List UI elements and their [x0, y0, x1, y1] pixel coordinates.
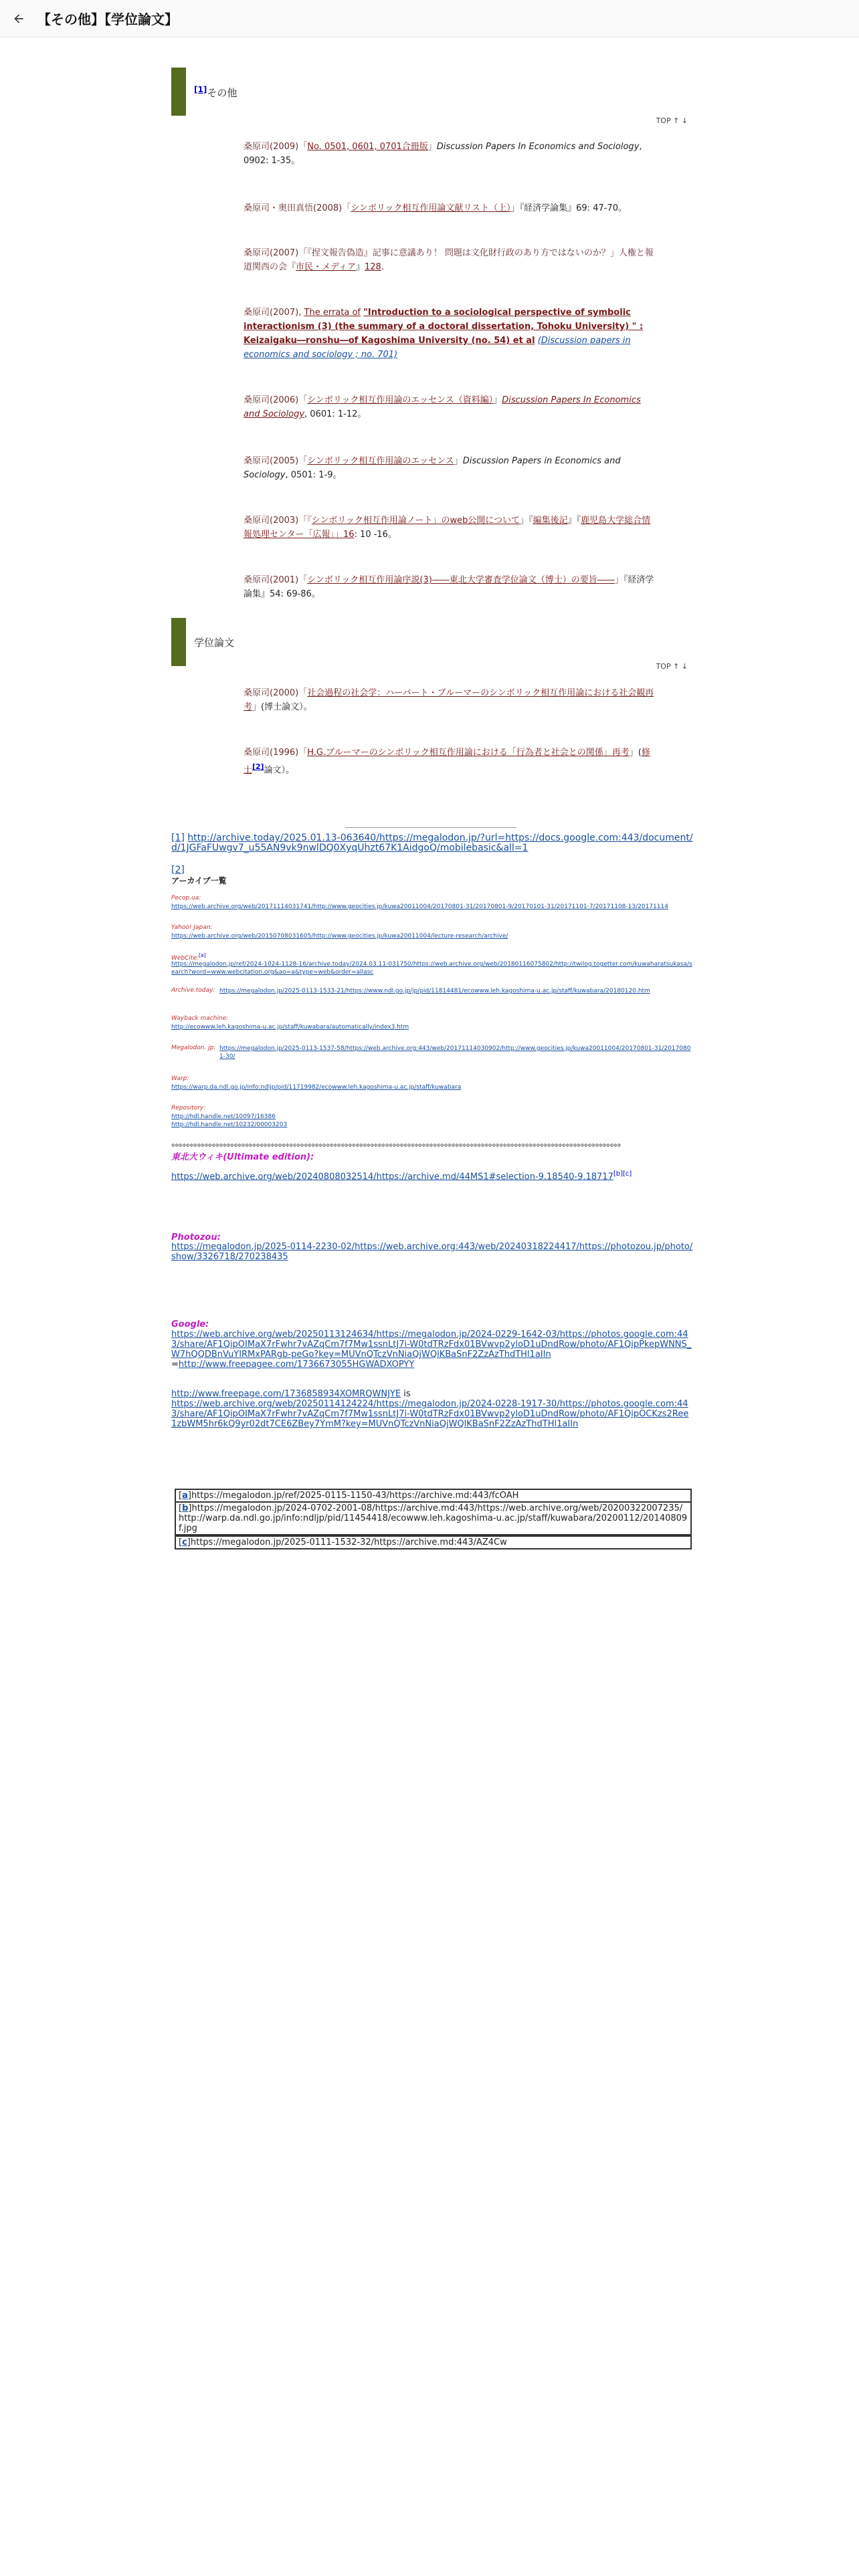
list-item: 桑原司(2006)「シンボリック相互作用論のエッセンス（資料編）」Discussion Papers In Economics and Sociology, 0601: 1-12。	[244, 395, 641, 419]
list-item: 桑原司(2005)「シンボリック相互作用論のエッセンス」Discussion Papers in Economics and Sociology, 0501: 1-9。	[244, 456, 621, 480]
archive-url: https://megalodon.jp/2025-0113-1533-21/https://www.ndl.go.jp/jp/pid/11814481/ecowww.leh.kagoshima-u.ac.jp/staff/kuwabara/20180120.htm	[219, 988, 650, 994]
archive-label: Repository:	[171, 1105, 206, 1111]
archive-url: https://web.archive.org/web/20150708031605/http://www.geocities.jp/kuwa20011004/lecture-research/archive/	[171, 933, 508, 940]
entry-link[interactable]: シンボリック相互作用論ノート」のweb公開について	[311, 516, 520, 526]
archive-label: Ресор.ua:	[171, 895, 201, 901]
archive-url: http://hdl.handle.net/10097/16386	[171, 1113, 276, 1120]
footnote-2	[171, 865, 693, 875]
list-item: 桑原司(2007)「『捏文報告偽造』記事に意議あり！ 問題は文化財行政のあり方ではないのか？」人権と報道関西の会『市民・メディア』128.	[244, 248, 654, 272]
entry-link-journal[interactable]: Discussion Papers In Economics and Sociology	[244, 395, 641, 419]
entry-link[interactable]: シンボリック相互作用論のエッセンス	[307, 456, 454, 466]
entry-link[interactable]: シンボリック相互作用論文献リスト（上）	[351, 203, 511, 213]
app-bar	[0, 0, 859, 37]
list-item: 桑原司(2007), The errata of "Introduction to a sociological perspective of symbolic interactionism (3) (the summary of a doctoral dissertation, Tohoku University) " : Keizaigaku―ronshu―of Kagoshima University (no. 54) et al (Discussion papers in economics and sociology ; no. 701)	[244, 308, 644, 360]
list-item: 桑原司・奥田真悟(2008)「シンボリック相互作用論文献リスト（上）」『経済学論集』69: 47-70。	[244, 203, 627, 213]
list-item: 桑原司(2003)「『シンボリック相互作用論ノート」のweb公開について」『編集後記』『鹿児島大学総合情報処理センター「広報」」16: 10 -16。	[244, 516, 651, 540]
entry-link-bold[interactable]: "Introduction to a sociological perspective of symbolic interactionism (3) (the summary of a doctoral dissertation, Tohoku University) " : Keizaigaku―ronshu―of Kagoshima University (no. 54) et al	[244, 308, 644, 346]
archive-url: https://megalodon.jp/2025-0113-1537-58/https://web.archive.org:443/web/20171114030902/http://www.geocities.jp/kuwa20011004/20170801-31/20170801-30/	[219, 1045, 691, 1060]
archive-url: https://warp.da.ndl.go.jp/info:ndljp/pid/11719982/ecowww.leh.kagoshima-u.ac.jp/staff/kuwabara	[171, 1084, 462, 1091]
reference-mark[interactable]: b	[182, 1503, 189, 1513]
section-bar	[171, 618, 186, 666]
section-bar	[171, 68, 186, 116]
list-item: 桑原司(1996)「H.G.ブルーマーのシンボリック相互作用論における「行為者と社会との関係」再考」(修士[2]論文）。	[244, 748, 650, 776]
archive-url: https://megalodon.jp/ref/2024-1024-1128-16/archive.today/2024.03.11-031750/https://web.archive.org/web/20180116075802/http://twilog.togetter.com/kuwaharatsukasa/search?word=www.webcitation.org&ao=a&type=web&order=allasc	[171, 961, 692, 976]
section-title: 学位論文	[194, 636, 235, 649]
divider	[345, 827, 516, 828]
google-label: Google:	[171, 1319, 209, 1329]
archive-label: Warp:	[171, 1075, 189, 1082]
arrow-left-icon	[12, 12, 25, 25]
reference-mark[interactable]: a	[182, 1491, 188, 1501]
archive-label: WebCite:[a]	[171, 952, 206, 962]
reference-box: [a]https://megalodon.jp/ref/2025-0115-1150-43/https://archive.md:443/fcOAH	[175, 1489, 692, 1503]
archive-url: https://web.archive.org/web/20171114031741/http://www.geocities.jp/kuwa20011004/20170801-31/20170801-9/20170101-31/20171101-7/20171108-13/20171114	[171, 903, 668, 910]
entry-link-3[interactable]: 鹿児島大学総合情報処理センター「広報」」16	[244, 516, 651, 540]
archive-heading: アーカイブ一覧	[171, 876, 227, 885]
wiki-label: 東北大ウィキ(Ultimate edition):	[171, 1152, 314, 1162]
entry-link[interactable]: 市民・メディア	[296, 262, 356, 272]
archive-label: Yahoo! Japan:	[171, 924, 213, 931]
entry-link[interactable]: シンボリック相互作用論序説(3)――東北大学審査学位論文（博士）の要旨――	[307, 575, 615, 585]
google-url-block-1: https://web.archive.org/web/20250113124634/https://megalodon.jp/2024-0229-1642-03/https://photos.google.com:443/share/AF1QipOIMaX7rFwhr7vAZqCm7f7Mw1ssnLtJ7i-W0tdTRzFdx01BVwvp2yloD1uDndRow/photo/AF1QipPkepWNNS_W7hQQDBnVuYIRMxPARgb-peGo?key=MUVnQTczVnNiaQjWQlKBaSnF2ZzAzThdTHl1aIIn =http://www.freepagee.com/1736673055HGWADXOPYY	[171, 1329, 692, 1370]
entry-link[interactable]: シンボリック相互作用論のエッセンス（資料編）	[307, 395, 494, 405]
archive-label: Megalodon. jp:	[171, 1045, 216, 1051]
wiki-url: https://web.archive.org/web/20240808032514/https://archive.md/44MS1#selection-9.18540-9.18717[b][c]	[171, 1170, 632, 1182]
archive-url: http://ecowww.leh.kagoshima-u.ac.jp/staff/kuwabara/automatically/index3.htm	[171, 1024, 409, 1031]
list-item: 桑原司(2000)「社会過程の社会学：ハーバート・ブルーマーのシンボリック相互作用論における社会観再考」(博士論文）。	[244, 688, 654, 712]
archive-url: http://hdl.handle.net/10232/00003203	[171, 1121, 288, 1128]
footnote-ref-1[interactable]: [1]	[194, 84, 207, 94]
entry-link-issue[interactable]: 128	[365, 262, 381, 272]
entry-link[interactable]: H.G.ブルーマーのシンボリック相互作用論における「行為者と社会との関係」再考	[307, 748, 630, 758]
reference-mark[interactable]: c	[182, 1537, 187, 1547]
footnote-1	[171, 833, 693, 853]
reference-box: [b]https://megalodon.jp/2024-0702-2001-08/https://archive.md:443/https://web.archive.org/web/20200322007235/http://warp.da.ndl.go.jp/info:ndljp/pid/11454418/ecowww.leh.kagoshima-u.ac.jp/staff/kuwabara/20200112/20140809f.jpg	[175, 1501, 692, 1535]
google-url-block-2: http://www.freepage.com/1736858934XOMRQWNJYE is https://web.archive.org/web/20250114124224/https://megalodon.jp/2024-0228-1917-30/https://photos.google.com:443/share/AF1QipOIMaX7rFwhr7vAZqCm7f7Mw1ssnLtJ7i-W0tdTRzFdx01BVwvp2yloD1uDndRow/photo/AF1QipOCKzs2Ree1zbWM5hr6kQ9yr02dt7CE6ZBey7YmM?key=MUVnQTczVnNiaQjWQlKBaSnF2ZzAzThdTHl1aIIn	[171, 1389, 689, 1429]
footnote-url[interactable]: http://archive.today/2025.01.13-063640/https://megalodon.jp/?url=https://docs.google.com:443/document/d/1JGFaFUwgv7_u55AN9vk9nwlDQ0XyqUhzt67K1AidgoQ/mobilebasic&all=1	[171, 833, 693, 853]
archive-label: Archive.today:	[171, 987, 215, 994]
archive-label: Wayback machine:	[171, 1015, 229, 1022]
top-link[interactable]: TOP ↑ ↓	[656, 116, 688, 125]
separator-text: ΦΦΦΦΦΦΦΦΦΦΦΦΦΦΦΦΦΦΦΦΦΦΦΦΦΦΦΦΦΦΦΦΦΦΦΦΦΦΦΦΦΦΦΦΦΦΦΦΦΦΦΦΦΦΦΦΦΦΦΦΦΦΦΦΦΦΦΦΦΦΦΦΦΦΦΦΦΦΦΦΦΦΦΦΦΦΦΦΦΦΦΦΦΦΦΦΦΦΦΦΦΦΦΦΦΦΦΦΦΦΦΦΦΦΦΦΦΦΦΦΦΦ	[171, 1143, 622, 1148]
footnote-ref-2[interactable]: [2]	[252, 762, 264, 771]
top-link[interactable]: TOP ↑ ↓	[656, 662, 688, 671]
section-title: [1]その他	[194, 84, 237, 99]
entry-link[interactable]: No. 0501, 0601, 0701合冊版	[307, 142, 428, 152]
entry-link[interactable]: The errata of	[304, 308, 361, 318]
footnote-mark[interactable]: [2]	[171, 865, 185, 875]
footnote-mark[interactable]: [1]	[171, 833, 185, 843]
reference-box: [c]https://megalodon.jp/2025-0111-1532-32/https://archive.md:443/AZ4Cw	[175, 1535, 692, 1549]
entry-link-series[interactable]: (Discussion papers in economics and sociology ; no. 701)	[244, 336, 631, 360]
back-button[interactable]	[0, 0, 37, 37]
photozou-label: Photozou:	[171, 1232, 221, 1243]
page-title: 【その他】【学位論文】	[37, 11, 178, 27]
photozou-url: https://megalodon.jp/2025-0114-2230-02/https://web.archive.org:443/web/20240318224417/https://photozou.jp/photo/show/3326718/270238435	[171, 1242, 693, 1262]
list-item: 桑原司(2009)「No. 0501, 0601, 0701合冊版」Discussion Papers In Economics and Sociology, 0902: 1-35。	[244, 142, 642, 166]
entry-link[interactable]: 社会過程の社会学：ハーバート・ブルーマーのシンボリック相互作用論における社会観再考	[244, 688, 654, 712]
entry-link-2[interactable]: 編集後記	[533, 516, 568, 526]
list-item: 桑原司(2001)「シンボリック相互作用論序説(3)――東北大学審査学位論文（博士）の要旨――」『経済学論集』54: 69-86。	[244, 575, 654, 599]
wiki-refs[interactable]: [b][c]	[613, 1170, 632, 1178]
section-heading-thesis	[171, 618, 686, 666]
entry-link-2[interactable]: 修士	[244, 748, 650, 776]
section-heading-other	[171, 68, 686, 116]
